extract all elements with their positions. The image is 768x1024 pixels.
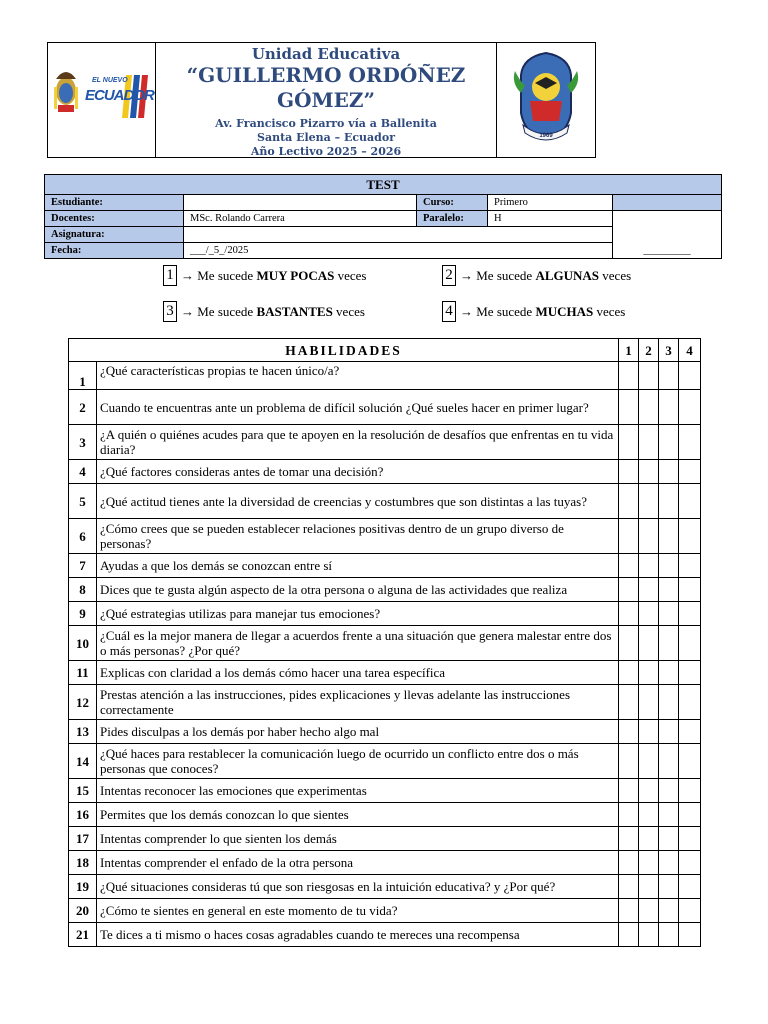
rating-cell-2[interactable] (639, 875, 659, 899)
rating-cell-2[interactable] (639, 554, 659, 578)
row-number: 9 (69, 602, 97, 626)
table-row (69, 875, 701, 899)
school-city: Santa Elena – Ecuador (257, 131, 395, 144)
score-line: _________ (643, 245, 691, 256)
row-question: Prestas atención a las instrucciones, pides explicaciones y llevas adelante las instrucciones correctamente (97, 685, 619, 720)
scale-text-bold: MUCHAS (535, 303, 594, 319)
rating-cell-2[interactable] (639, 519, 659, 554)
row-question: ¿Cómo crees que se pueden establecer relaciones positivas dentro de un grupo diverso de personas? (97, 519, 619, 554)
table-row (69, 827, 701, 851)
table-row (69, 362, 701, 390)
row-question: ¿Qué actitud tienes ante la diversidad de creencias y costumbres que son distintas a las tuyas? (97, 484, 619, 519)
row-number: 21 (69, 923, 97, 947)
table-row (69, 779, 701, 803)
rating-cell-3[interactable] (659, 875, 679, 899)
logo-text: ECUADOR (85, 87, 154, 104)
rating-cell-1[interactable] (619, 390, 639, 425)
row-number: 13 (69, 720, 97, 744)
rating-cell-1[interactable] (619, 744, 639, 779)
row-number: 7 (69, 554, 97, 578)
row-number: 20 (69, 899, 97, 923)
rating-cell-4[interactable] (679, 626, 701, 661)
paralelo-label: Paralelo: (417, 211, 488, 227)
rating-cell-2[interactable] (639, 779, 659, 803)
row-question: Te dices a ti mismo o haces cosas agradables cuando te mereces una recompensa (97, 923, 619, 947)
row-number: 10 (69, 626, 97, 661)
docentes-field[interactable]: MSc. Rolando Carrera (184, 211, 417, 227)
rating-cell-4[interactable] (679, 827, 701, 851)
rating-cell-3[interactable] (659, 779, 679, 803)
logo-subtitle: EL NUEVO (92, 77, 128, 84)
row-question: Dices que te gusta algún aspecto de la otra persona o alguna de las actividades que realiza (97, 578, 619, 602)
table-row (69, 626, 701, 661)
row-number: 18 (69, 851, 97, 875)
row-question: ¿Cómo te sientes en general en este momento de tu vida? (97, 899, 619, 923)
table-row (69, 554, 701, 578)
scale-text: → Me sucede (460, 267, 533, 283)
rating-cell-2[interactable] (639, 578, 659, 602)
col-header-1: 1 (619, 339, 639, 362)
rating-cell-3[interactable] (659, 484, 679, 519)
table-row (69, 484, 701, 519)
rating-cell-3[interactable] (659, 390, 679, 425)
rating-cell-1[interactable] (619, 685, 639, 720)
school-info (156, 43, 497, 157)
rating-cell-3[interactable] (659, 554, 679, 578)
table-row (69, 460, 701, 484)
rating-cell-4[interactable] (679, 851, 701, 875)
row-number: 17 (69, 827, 97, 851)
fecha-field[interactable]: ___/_5_/2025 (184, 243, 613, 259)
row-question: ¿Qué factores consideras antes de tomar una decisión? (97, 460, 619, 484)
rating-cell-4[interactable] (679, 923, 701, 947)
rating-cell-4[interactable] (679, 484, 701, 519)
col-header-4: 4 (679, 339, 701, 362)
row-question: ¿Qué situaciones consideras tú que son riesgosas en la intuición educativa? y ¿Por qué? (97, 875, 619, 899)
rating-cell-1[interactable] (619, 779, 639, 803)
rating-cell-2[interactable] (639, 484, 659, 519)
school-year: Año Lectivo 2025 – 2026 (250, 145, 402, 158)
rating-cell-1[interactable] (619, 803, 639, 827)
scale-text-bold: BASTANTES (256, 303, 333, 319)
rating-cell-4[interactable] (679, 779, 701, 803)
rating-cell-1[interactable] (619, 923, 639, 947)
rating-cell-2[interactable] (639, 362, 659, 390)
scale-text: → Me sucede (460, 303, 533, 319)
row-number: 6 (69, 519, 97, 554)
school-header (47, 42, 596, 158)
rating-cell-3[interactable] (659, 425, 679, 460)
row-number: 12 (69, 685, 97, 720)
row-number: 3 (69, 425, 97, 460)
scale-text: veces (602, 267, 632, 283)
row-number: 11 (69, 661, 97, 685)
crest-year: 1969 (539, 133, 553, 139)
rating-cell-4[interactable] (679, 425, 701, 460)
row-question: ¿Qué características propias te hacen único/a? (97, 362, 619, 390)
table-row (69, 685, 701, 720)
habilidades-header: HABILIDADES (69, 339, 619, 362)
school-crest (497, 43, 595, 157)
estudiante-field[interactable] (184, 195, 417, 211)
asignatura-label: Asignatura: (45, 227, 184, 243)
rating-cell-1[interactable] (619, 661, 639, 685)
rating-cell-1[interactable] (619, 554, 639, 578)
school-address: Av. Francisco Pizarro vía a Ballenita (215, 117, 437, 130)
rating-cell-1[interactable] (619, 519, 639, 554)
test-title: TEST (45, 175, 722, 195)
row-question: Cuando te encuentras ante un problema de difícil solución ¿Qué sueles hacer en primer lugar? (97, 390, 619, 425)
score-header (613, 195, 722, 211)
scale-item-2 (442, 265, 631, 286)
rating-cell-4[interactable] (679, 519, 701, 554)
rating-cell-2[interactable] (639, 899, 659, 923)
scale-text: → Me sucede (181, 267, 254, 283)
fecha-label: Fecha: (45, 243, 184, 259)
rating-cell-2[interactable] (639, 390, 659, 425)
rating-cell-3[interactable] (659, 661, 679, 685)
rating-cell-4[interactable] (679, 875, 701, 899)
row-question: ¿Cuál es la mejor manera de llegar a acuerdos frente a una situación que genera malestar entre dos o más personas? ¿Por qué? (97, 626, 619, 661)
table-row (69, 744, 701, 779)
rating-cell-3[interactable] (659, 685, 679, 720)
docentes-label: Docentes: (45, 211, 184, 227)
rating-cell-2[interactable] (639, 460, 659, 484)
scale-text: veces (336, 303, 365, 319)
rating-cell-1[interactable] (619, 460, 639, 484)
rating-cell-4[interactable] (679, 390, 701, 425)
rating-cell-2[interactable] (639, 602, 659, 626)
row-question: ¿Qué haces para restablecer la comunicación luego de ocurrido un conflicto entre dos o más personas que conoces? (97, 744, 619, 779)
estudiante-label: Estudiante: (45, 195, 184, 211)
row-number: 15 (69, 779, 97, 803)
school-name-line1: “GUILLERMO ORDÓÑEZ (186, 63, 466, 87)
rating-cell-1[interactable] (619, 602, 639, 626)
rating-cell-3[interactable] (659, 803, 679, 827)
rating-cell-1[interactable] (619, 362, 639, 390)
rating-cell-2[interactable] (639, 685, 659, 720)
row-number: 16 (69, 803, 97, 827)
score-box[interactable] (613, 211, 722, 259)
row-question: Intentas comprender lo que sienten los demás (97, 827, 619, 851)
rating-cell-4[interactable] (679, 720, 701, 744)
row-number: 4 (69, 460, 97, 484)
rating-cell-4[interactable] (679, 803, 701, 827)
rating-cell-3[interactable] (659, 578, 679, 602)
row-question: Ayudas a que los demás se conozcan entre sí (97, 554, 619, 578)
rating-cell-1[interactable] (619, 484, 639, 519)
institution-type: Unidad Educativa (251, 45, 401, 63)
rating-cell-2[interactable] (639, 744, 659, 779)
scale-number: 2 (442, 265, 456, 286)
rating-cell-1[interactable] (619, 425, 639, 460)
row-number: 19 (69, 875, 97, 899)
rating-cell-3[interactable] (659, 460, 679, 484)
school-name-line2: GÓMEZ” (277, 88, 375, 112)
rating-cell-3[interactable] (659, 851, 679, 875)
rating-cell-2[interactable] (639, 827, 659, 851)
row-number: 1 (69, 362, 97, 390)
school-crest-icon (497, 43, 595, 157)
paralelo-field[interactable]: H (488, 211, 613, 227)
ministry-logo (48, 43, 156, 157)
rating-cell-3[interactable] (659, 899, 679, 923)
table-row (69, 578, 701, 602)
rating-cell-4[interactable] (679, 578, 701, 602)
rating-cell-3[interactable] (659, 362, 679, 390)
scale-text: → Me sucede (181, 303, 254, 319)
rating-cell-1[interactable] (619, 720, 639, 744)
table-row (69, 602, 701, 626)
table-row (69, 899, 701, 923)
row-question: Intentas comprender el enfado de la otra persona (97, 851, 619, 875)
rating-cell-3[interactable] (659, 720, 679, 744)
rating-cell-4[interactable] (679, 661, 701, 685)
scale-item-4 (442, 301, 625, 322)
scale-text-bold: MUY POCAS (256, 267, 335, 283)
rating-cell-4[interactable] (679, 899, 701, 923)
table-row (69, 803, 701, 827)
table-row (69, 390, 701, 425)
col-header-2: 2 (639, 339, 659, 362)
rating-cell-1[interactable] (619, 899, 639, 923)
rating-cell-4[interactable] (679, 602, 701, 626)
rating-cell-2[interactable] (639, 720, 659, 744)
scale-item-1 (163, 265, 366, 286)
scale-number: 1 (163, 265, 177, 286)
row-question: Pides disculpas a los demás por haber hecho algo mal (97, 720, 619, 744)
rating-cell-2[interactable] (639, 923, 659, 947)
student-info-table (44, 174, 722, 259)
skills-table (68, 338, 701, 947)
scale-number: 4 (442, 301, 456, 322)
skills-body (69, 362, 701, 947)
row-number: 5 (69, 484, 97, 519)
table-row (69, 720, 701, 744)
scale-text: veces (596, 303, 626, 319)
rating-cell-1[interactable] (619, 626, 639, 661)
rating-cell-2[interactable] (639, 425, 659, 460)
scale-text: veces (337, 267, 367, 283)
rating-cell-3[interactable] (659, 626, 679, 661)
rating-cell-4[interactable] (679, 744, 701, 779)
rating-cell-3[interactable] (659, 519, 679, 554)
scale-item-3 (163, 301, 365, 322)
col-header-3: 3 (659, 339, 679, 362)
rating-cell-3[interactable] (659, 602, 679, 626)
rating-cell-4[interactable] (679, 685, 701, 720)
curso-field[interactable]: Primero (488, 195, 613, 211)
row-number: 8 (69, 578, 97, 602)
rating-cell-4[interactable] (679, 460, 701, 484)
rating-cell-1[interactable] (619, 875, 639, 899)
rating-cell-3[interactable] (659, 923, 679, 947)
table-header-row (69, 339, 701, 362)
rating-cell-1[interactable] (619, 578, 639, 602)
rating-cell-4[interactable] (679, 554, 701, 578)
rating-cell-4[interactable] (679, 362, 701, 390)
rating-cell-3[interactable] (659, 827, 679, 851)
scale-number: 3 (163, 301, 177, 322)
row-question: ¿A quién o quiénes acudes para que te apoyen en la resolución de desafíos que enfrentas en tu vida diaria? (97, 425, 619, 460)
table-row (69, 851, 701, 875)
row-question: ¿Qué estrategias utilizas para manejar tus emociones? (97, 602, 619, 626)
row-number: 14 (69, 744, 97, 779)
scale-text-bold: ALGUNAS (535, 267, 600, 283)
rating-cell-1[interactable] (619, 827, 639, 851)
rating-cell-2[interactable] (639, 626, 659, 661)
rating-cell-2[interactable] (639, 851, 659, 875)
asignatura-field[interactable] (184, 227, 613, 243)
table-row (69, 661, 701, 685)
row-number: 2 (69, 390, 97, 425)
row-question: Intentas reconocer las emociones que experimentas (97, 779, 619, 803)
curso-label: Curso: (417, 195, 488, 211)
table-row (69, 425, 701, 460)
rating-cell-1[interactable] (619, 851, 639, 875)
rating-cell-2[interactable] (639, 661, 659, 685)
rating-cell-2[interactable] (639, 803, 659, 827)
rating-cell-3[interactable] (659, 744, 679, 779)
table-row (69, 923, 701, 947)
table-row (69, 519, 701, 554)
row-question: Permites que los demás conozcan lo que sientes (97, 803, 619, 827)
row-question: Explicas con claridad a los demás cómo hacer una tarea específica (97, 661, 619, 685)
